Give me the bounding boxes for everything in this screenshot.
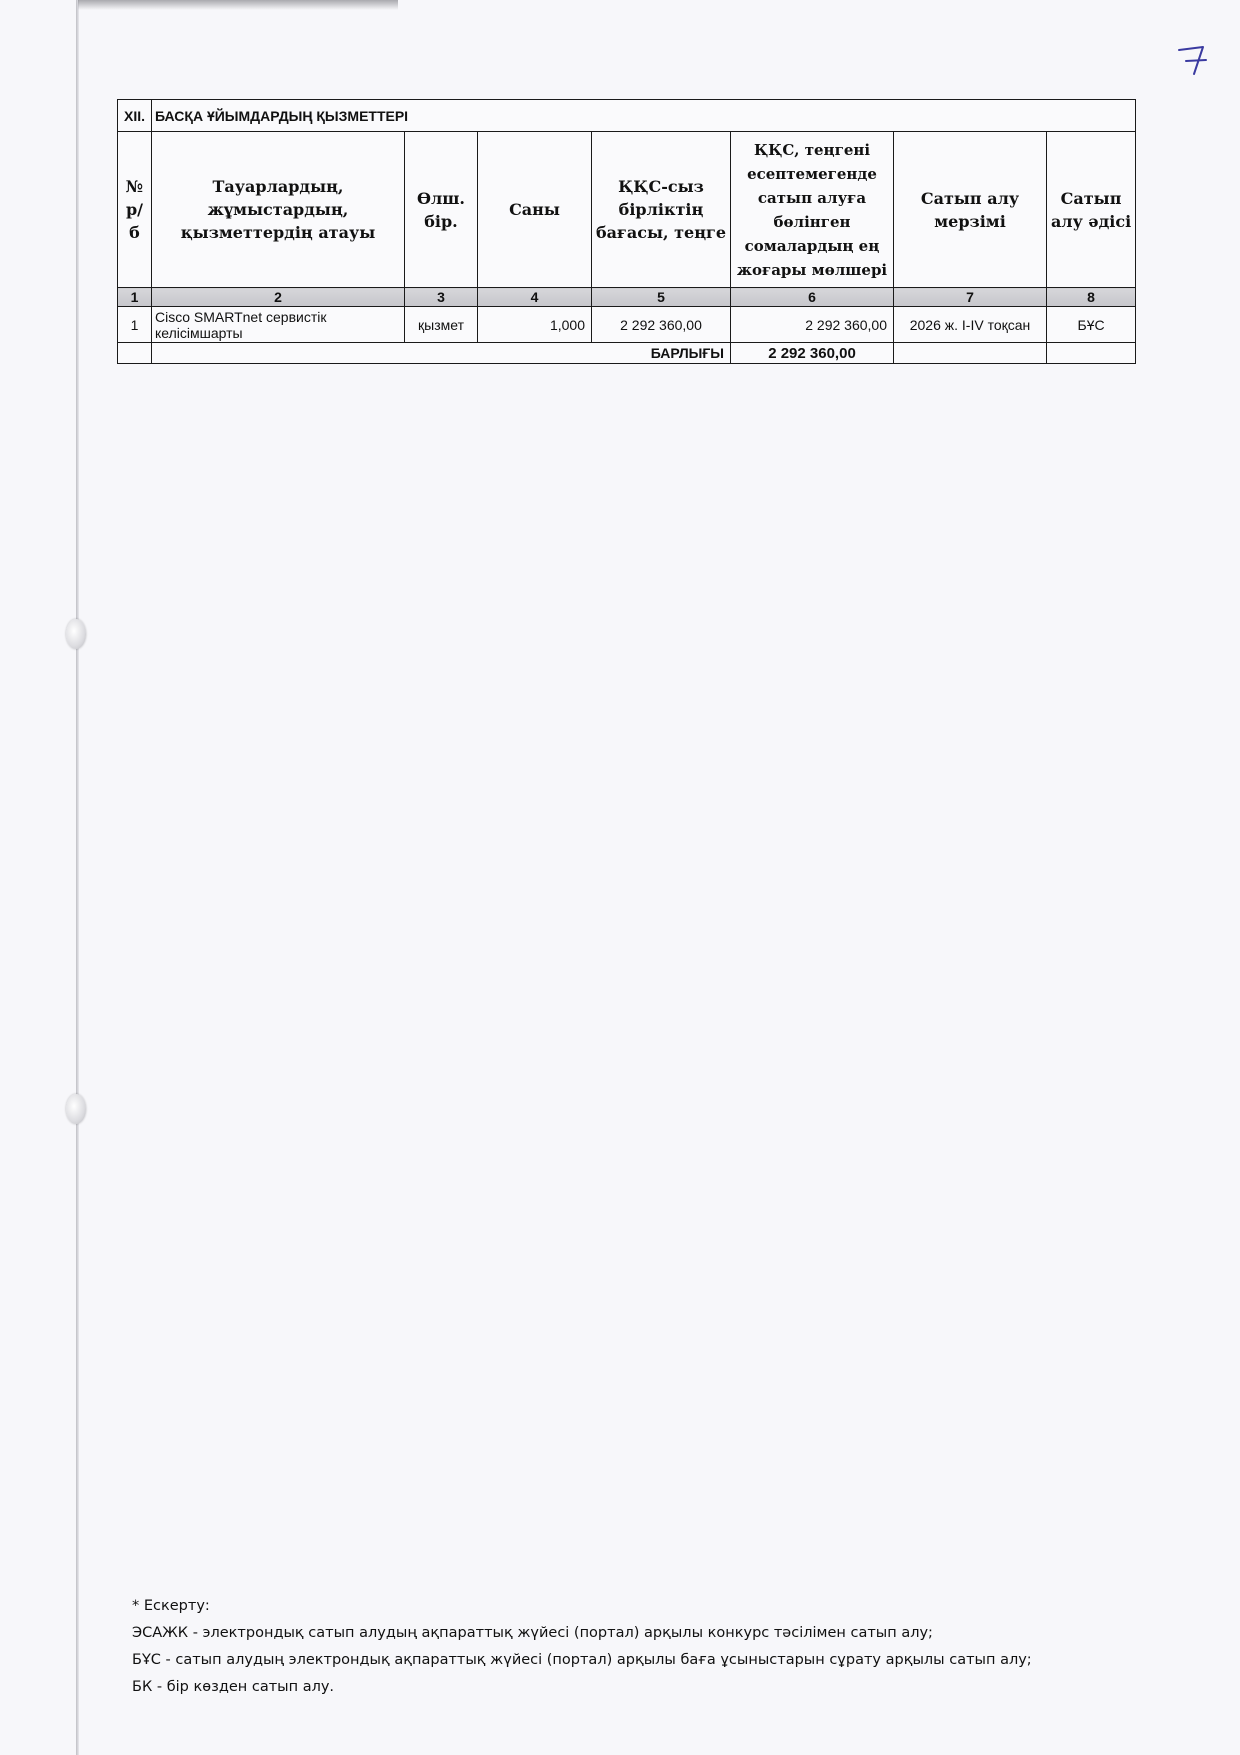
- footnote-title: * Ескерту:: [132, 1598, 210, 1614]
- header-name: Тауарлардың, жұмыстардың, қызметтердің атауы: [152, 132, 405, 288]
- header-quantity: Саны: [478, 132, 592, 288]
- header-amount: ҚҚС, теңгені есептемегенде сатып алуға бөлінген сомалардың ең жоғары мөлшері: [731, 132, 894, 288]
- footnote-line: БК - бір көзден сатып алу.: [132, 1679, 335, 1695]
- row-period: 2026 ж. I-IV тоқсан: [894, 307, 1047, 343]
- column-number: 4: [478, 288, 592, 307]
- column-number: 6: [731, 288, 894, 307]
- total-empty-cell: [118, 343, 152, 364]
- footnote-line: БҰС - сатып алудың электрондық ақпараттық жүйесі (портал) арқылы баға ұсыныстарын сұрату арқылы сатып алу;: [132, 1652, 1032, 1668]
- procurement-table: [117, 99, 1136, 364]
- row-amount: 2 292 360,00: [731, 307, 894, 343]
- header-method: Сатып алу әдісі: [1047, 132, 1136, 288]
- row-method: БҰС: [1047, 307, 1136, 343]
- header-unit-price: ҚҚС-сыз бірліктің бағасы, теңге: [592, 132, 731, 288]
- column-number-row: [118, 288, 1136, 307]
- punch-hole: [66, 1094, 86, 1124]
- column-number: 3: [405, 288, 478, 307]
- row-quantity: 1,000: [478, 307, 592, 343]
- row-unit-price: 2 292 360,00: [592, 307, 731, 343]
- column-header-row: [118, 132, 1136, 288]
- footnote-line: ЭСАЖК - электрондық сатып алудың ақпараттық жүйесі (портал) арқылы конкурс тәсілімен сатып алу;: [132, 1625, 933, 1641]
- scan-shadow: [78, 0, 398, 10]
- column-number: 5: [592, 288, 731, 307]
- handwritten-page-number: [1173, 38, 1213, 78]
- handwritten-page-number-glyph: [1173, 38, 1213, 78]
- total-label: БАРЛЫҒЫ: [152, 343, 731, 364]
- total-amount: 2 292 360,00: [731, 343, 894, 364]
- section-header-row: [118, 100, 1136, 132]
- footnotes: [132, 1593, 1132, 1701]
- column-number: 8: [1047, 288, 1136, 307]
- header-period: Сатып алу мерзімі: [894, 132, 1047, 288]
- column-number: 2: [152, 288, 405, 307]
- row-name: Cisco SMARTnet сервистік келісімшарты: [152, 307, 405, 343]
- header-no: № р/б: [118, 132, 152, 288]
- total-empty-cell: [1047, 343, 1136, 364]
- page-edge: [76, 0, 79, 1755]
- header-unit: Өлш. бір.: [405, 132, 478, 288]
- row-unit: қызмет: [405, 307, 478, 343]
- total-row: [118, 343, 1136, 364]
- section-title: БАСҚА ҰЙЫМДАРДЫҢ ҚЫЗМЕТТЕРІ: [152, 100, 1136, 132]
- total-empty-cell: [894, 343, 1047, 364]
- column-number: 7: [894, 288, 1047, 307]
- row-no: 1: [118, 307, 152, 343]
- column-number: 1: [118, 288, 152, 307]
- section-number: XII.: [118, 100, 152, 132]
- table-row: [118, 307, 1136, 343]
- punch-hole: [66, 619, 86, 649]
